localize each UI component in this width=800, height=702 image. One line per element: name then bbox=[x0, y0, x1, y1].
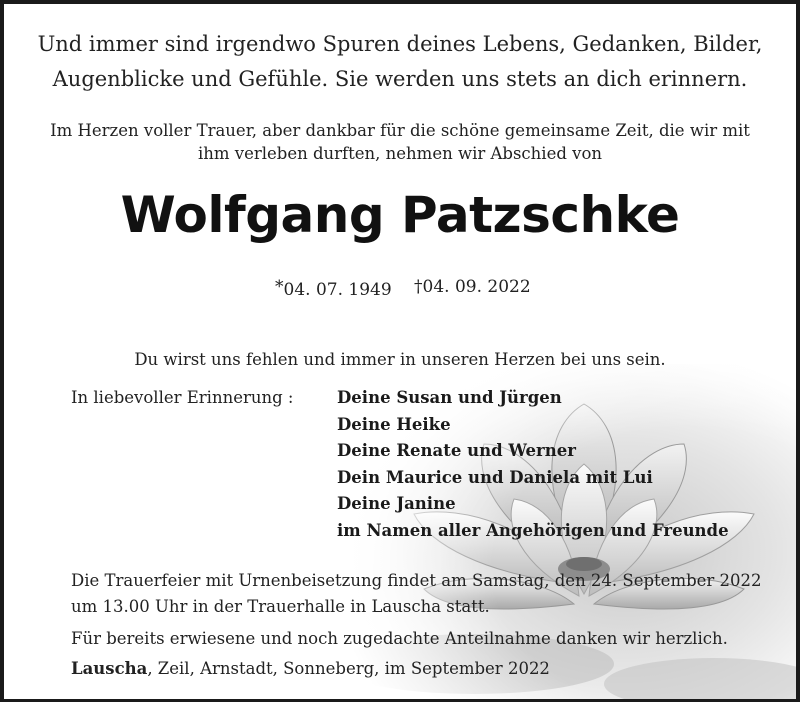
mourner-name: Deine Susan und Jürgen bbox=[337, 388, 562, 407]
mourner-name: Deine Heike bbox=[337, 414, 451, 434]
mourner-name: Dein Maurice und Daniela mit Lui bbox=[337, 467, 653, 487]
footer-place-bold: Lauscha bbox=[71, 659, 148, 678]
birth-star-icon: * bbox=[275, 277, 284, 297]
mourners-label: In liebevoller Erinnerung : bbox=[71, 388, 294, 407]
footer-place-rest: , Zeil, Arnstadt, Sonneberg, im September 2022 bbox=[147, 659, 550, 678]
deceased-name: Wolfgang Patzschke bbox=[120, 186, 680, 244]
poem-line-2: Augenblicke und Gefühle. Sie werden uns stets an dich erinnern. bbox=[52, 67, 748, 91]
mourner-name: Deine Renate und Werner bbox=[337, 441, 576, 460]
ceremony-line-2: um 13.00 Uhr in der Trauerhalle in Lauscha statt. bbox=[71, 597, 490, 616]
birth-date-value: 04. 07. 1949 bbox=[283, 280, 392, 300]
footer-places bbox=[71, 656, 550, 682]
mourner-name: im Namen aller Angehörigen und Freunde bbox=[337, 520, 729, 540]
mourner-list bbox=[337, 385, 729, 544]
intro-line-1: Im Herzen voller Trauer, aber dankbar für die schöne gemeinsame Zeit, die wir mit bbox=[50, 121, 750, 140]
intro-line-2: ihm verleben durften, nehmen wir Abschied von bbox=[197, 144, 603, 163]
ceremony-line-1: Die Trauerfeier mit Urnenbeisetzung findet am Samstag, den 24. September 2022 bbox=[71, 571, 762, 590]
poem-line-1: Und immer sind irgendwo Spuren deines Lebens, Gedanken, Bilder, bbox=[37, 32, 763, 56]
birth-date bbox=[275, 277, 392, 300]
death-cross-icon: † bbox=[414, 277, 423, 297]
death-date bbox=[414, 277, 531, 297]
thanks-line: Für bereits erwiesene und noch zugedachte Anteilnahme danken wir herzlich. bbox=[71, 629, 728, 648]
mourner-name: Deine Janine bbox=[337, 494, 456, 513]
closing-line: Du wirst uns fehlen und immer in unseren Herzen bei uns sein. bbox=[134, 350, 666, 369]
death-date-value: 04. 09. 2022 bbox=[422, 277, 531, 297]
